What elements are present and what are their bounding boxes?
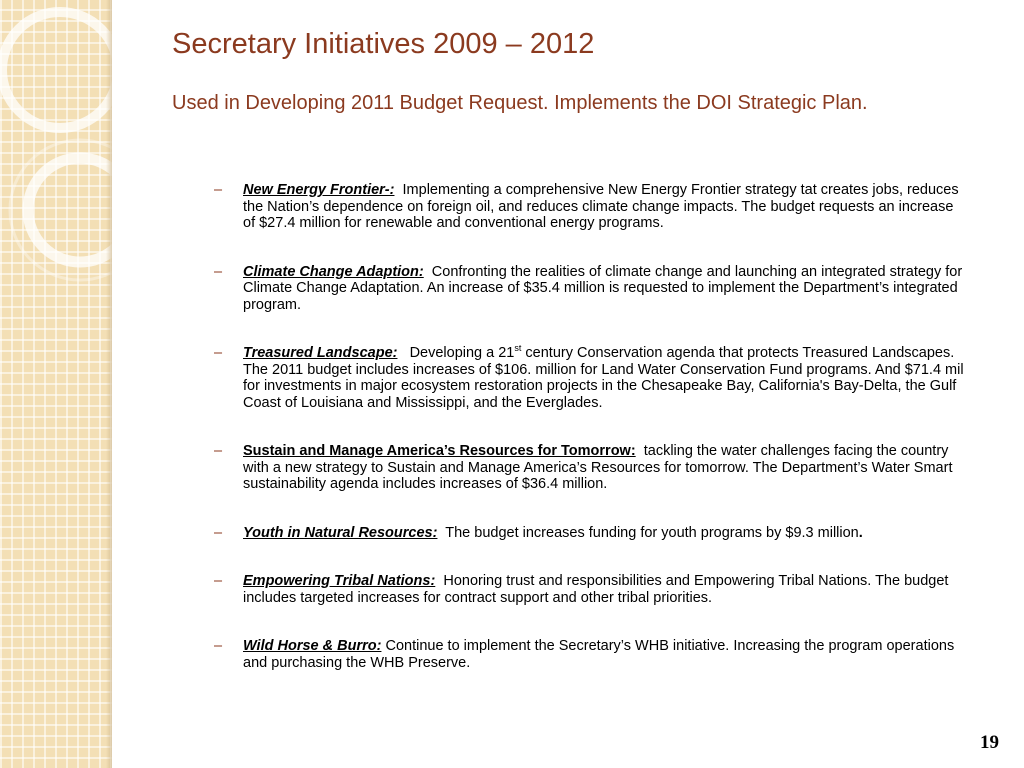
dash-bullet: – <box>214 524 223 541</box>
bullet-text: Confronting the realities of climate change and launching an integrated strategy for Climate Change Adaptation. An increase of $35.4 million is requested to implement the Department’s integrated program. <box>243 263 963 313</box>
dash-bullet: – <box>214 638 223 654</box>
bullet-heading: Wild Horse & Burro: <box>243 638 382 654</box>
list-item <box>214 182 964 232</box>
dash-bullet: – <box>214 263 223 280</box>
page-title: Secretary Initiatives 2009 – 2012 <box>172 28 595 60</box>
bullet-heading: Youth in Natural Resources: <box>243 524 438 541</box>
list-item <box>214 264 964 314</box>
list-item <box>214 525 964 542</box>
dash-bullet: – <box>214 345 223 361</box>
bullet-text-end: . <box>858 524 863 541</box>
dash-bullet: – <box>214 182 223 198</box>
bullet-text: Honoring trust and responsibilities and Empowering Tribal Nations. The budget includes targeted increases for contract support and other tribal priorities. <box>243 573 949 606</box>
bullet-heading: New Energy Frontier-: <box>243 182 395 198</box>
list-item <box>214 443 964 493</box>
ordinal-suffix: st <box>514 343 522 354</box>
bullet-heading: Sustain and Manage America’s Resources for Tomorrow: <box>243 443 636 459</box>
decorative-circles <box>0 0 112 768</box>
page-subtitle: Used in Developing 2011 Budget Request. Implements the DOI Strategic Plan. <box>172 92 868 114</box>
page-number: 19 <box>980 732 999 753</box>
list-item <box>214 638 964 671</box>
bullet-text: Implementing a comprehensive New Energy Frontier strategy tat creates jobs, reduces the Nation’s dependence on foreign oil, and reduces climate change impacts. The budget requests an increase of $27.4 million for renewable and conventional energy programs. <box>243 182 959 231</box>
bullet-heading: Empowering Tribal Nations: <box>243 573 436 589</box>
bullet-text: century Conservation agenda that protects Treasured Landscapes. The 2011 budget includes increases of $106. million for Land Water Conservation Fund programs. And $71.4 mil for investments in major ecosystem restoration projects in the Chesapeake Bay, California's Bay-Delta, the Gulf Coast of Louisiana and Mississippi, and the Everglades. <box>243 345 964 411</box>
bullet-text: Continue to implement the Secretary’s WHB initiative. Increasing the program operations and purchasing the WHB Preserve. <box>243 638 955 671</box>
initiatives-list <box>214 182 964 671</box>
list-item <box>214 345 964 411</box>
bullet-text: tackling the water challenges facing the country with a new strategy to Sustain and Manage America’s Resources for tomorrow. The Department’s Water Smart sustainability agenda includes increases of $36.4 million. <box>243 443 953 492</box>
decorative-side-panel <box>0 0 112 768</box>
bullet-text: Developing a 21 <box>409 345 515 361</box>
dash-bullet: – <box>214 443 223 459</box>
dash-bullet: – <box>214 573 223 589</box>
bullet-heading: Climate Change Adaption: <box>243 263 424 280</box>
bullet-heading: Treasured Landscape: <box>243 345 398 361</box>
bullet-text: The budget increases funding for youth programs by $9.3 million <box>445 524 859 541</box>
list-item <box>214 573 964 606</box>
